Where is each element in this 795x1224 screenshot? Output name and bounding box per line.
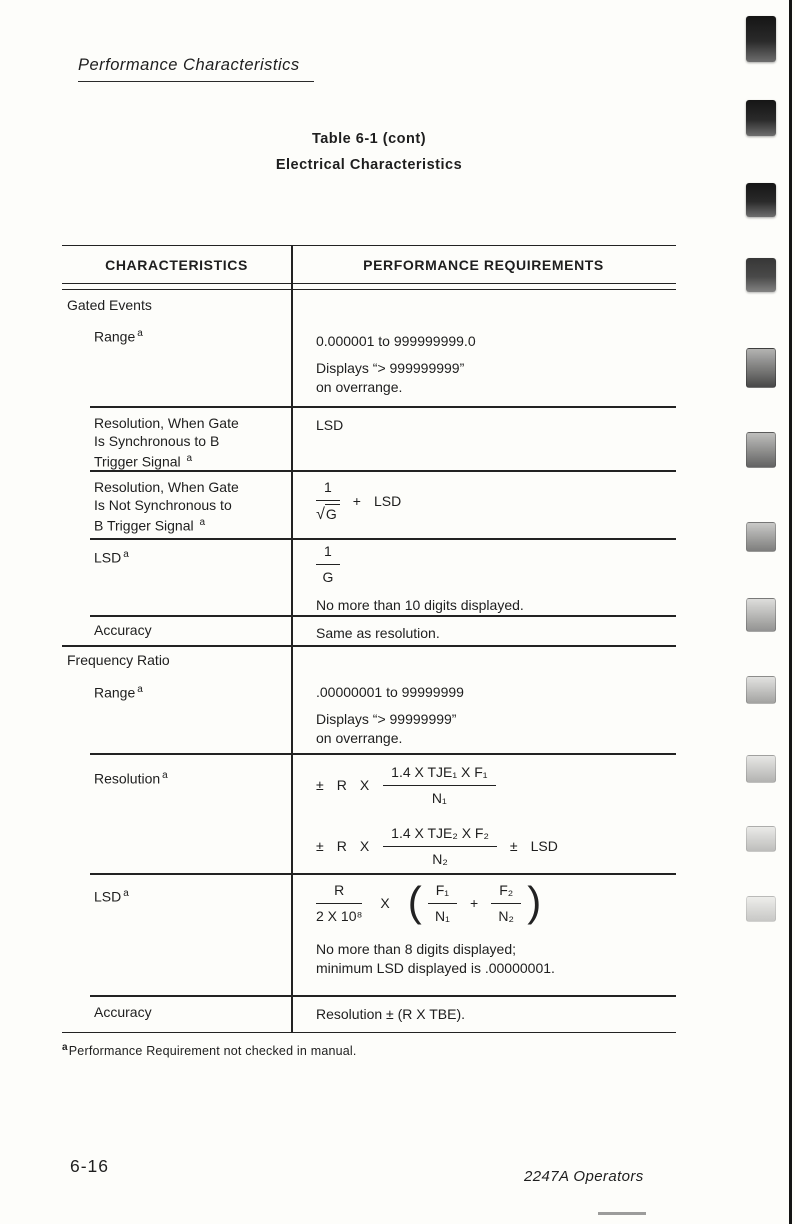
page-edge-line [789, 0, 792, 1224]
footnote-marker: a [62, 1042, 68, 1053]
footnote-marker: a [123, 549, 129, 560]
footnote-marker: a [123, 888, 129, 899]
row-label-resolution: Resolution $^a$ [94, 770, 168, 787]
plus-operator: + [470, 895, 479, 911]
value-resolution-nosync [291, 470, 676, 538]
footnote-marker: a [186, 453, 193, 464]
formula-ratio-lsd: $\frac{R}{\text{2 X 10⁸}}$ X ( $\frac{\text{F₁}}{\text{N₁}}$ + $\frac{\text{F₂}}{\text{N₂}}$ ) [316, 877, 542, 925]
plus-minus: ± [509, 838, 518, 854]
binding-tab-mark [746, 598, 776, 632]
fraction: $\frac{R}{\text{2 X 10⁸}}$ [316, 882, 363, 924]
fraction: $\frac{1}{G}$ [316, 542, 340, 587]
binding-tab-mark [746, 183, 776, 217]
binding-tab-mark [746, 348, 776, 388]
characteristics-table [62, 245, 676, 1033]
table-row [62, 753, 676, 873]
table-subtitle: Electrical Characteristics [275, 157, 463, 173]
binding-tab-mark [746, 16, 776, 62]
scan-smudge [598, 1212, 646, 1215]
value-ratio-range: .00000001 to 99999999 Displays “> 99999999” on overrange. [316, 684, 464, 746]
table-row [62, 538, 676, 615]
table-row [62, 615, 676, 645]
row-label-range: Range $^a$ [94, 684, 143, 701]
column-header-characteristics: CHARACTERISTICS [105, 256, 248, 273]
page-number: 6-16 [70, 1156, 110, 1176]
fraction: $\frac{\text{F₁}}{\text{N₁}}$ [428, 881, 457, 926]
value-ratio-accuracy: Resolution ± (R X TBE). [316, 1006, 466, 1022]
footnote-marker: a [162, 770, 168, 781]
table-row [62, 406, 676, 470]
table-row [62, 873, 676, 995]
document-title: 2247A Operators [524, 1168, 644, 1185]
column-divider [291, 246, 293, 1032]
fraction: $\frac{\text{1.4 X TJE₂ X F₂}}{\text{N₂}}$ [383, 824, 497, 869]
value-gated-range: 0.000001 to 999999999.0 Displays “> 999999999” on overrange. [316, 333, 476, 395]
section-label-frequency-ratio: Frequency Ratio [67, 652, 170, 668]
section-label-gated-events: Gated Events [67, 297, 152, 313]
digits-note: minimum LSD displayed is .00000001. [316, 960, 555, 976]
row-label-lsd: LSD $^a$ [94, 549, 129, 566]
value-resolution-sync: LSD [316, 417, 344, 433]
footnote-marker: a [199, 517, 206, 528]
plus-minus: ± [316, 838, 324, 854]
binding-tab-mark [746, 522, 776, 552]
row-label-resolution-sync: Resolution, When Gate Is Synchronous to B Trigger Signal $^a$ [94, 415, 239, 470]
running-head: Performance Characteristics [78, 56, 314, 82]
plus-minus: ± [316, 777, 324, 793]
binding-tab-mark [746, 755, 776, 783]
formula-inv-g [316, 542, 676, 587]
fraction: $\frac{1}{√G}$ [316, 478, 340, 524]
value-gated-accuracy: Same as resolution. [316, 625, 440, 641]
row-label-accuracy: Accuracy [94, 622, 152, 638]
row-label-range: Range $^a$ [94, 328, 143, 345]
plus-operator: + [352, 492, 361, 509]
table-row [62, 318, 676, 406]
row-label-resolution-nosync: Resolution, When Gate Is Not Synchronous to B Trigger Signal $^a$ [94, 479, 239, 534]
column-header-performance: PERFORMANCE REQUIREMENTS [363, 256, 604, 273]
table-row [62, 673, 676, 753]
table-row [62, 645, 676, 673]
table-title-block [62, 131, 676, 173]
footnote-marker: a [137, 328, 143, 339]
table-row [62, 470, 676, 538]
fraction: $\frac{\text{F₂}}{\text{N₂}}$ [491, 881, 521, 926]
binding-tab-mark [746, 100, 776, 136]
fraction: $\frac{\text{1.4 X TJE₁ X F₁}}{\text{N₁}}$ [383, 763, 495, 808]
formula-inv-sqrt-g: $\frac{1}{√G}$ + LSD [316, 479, 402, 523]
binding-tab-mark [746, 896, 776, 922]
table-header-row [62, 246, 676, 284]
value-gated-lsd [291, 538, 676, 615]
radical-sign: √ [316, 506, 325, 523]
digits-note: No more than 10 digits displayed. [316, 597, 524, 613]
binding-tab-mark [746, 676, 776, 704]
footnote: $^a$Performance Requirement not checked in manual. [62, 1042, 357, 1059]
table-row [62, 995, 676, 1032]
row-label-accuracy: Accuracy [94, 1004, 152, 1020]
value-ratio-resolution [291, 753, 676, 873]
formula-resolution-2: ± R X $\frac{\text{1.4 X TJE₂ X F₂}}{\text{N₂}}$ ± LSD [316, 825, 558, 867]
binding-tab-mark [746, 258, 776, 292]
binding-tab-mark [746, 432, 776, 468]
footnote-marker: a [137, 684, 143, 695]
binding-tab-mark [746, 826, 776, 852]
formula-resolution-1: ± R X $\frac{\text{1.4 X TJE₁ X F₁}}{\text{N₁}}$ [316, 763, 676, 808]
value-ratio-lsd [291, 873, 676, 995]
table-title: Table 6-1 (cont) [311, 131, 427, 147]
digits-note: No more than 8 digits displayed; [316, 941, 516, 957]
row-label-lsd: LSD $^a$ [94, 888, 129, 905]
table-row [62, 290, 676, 318]
